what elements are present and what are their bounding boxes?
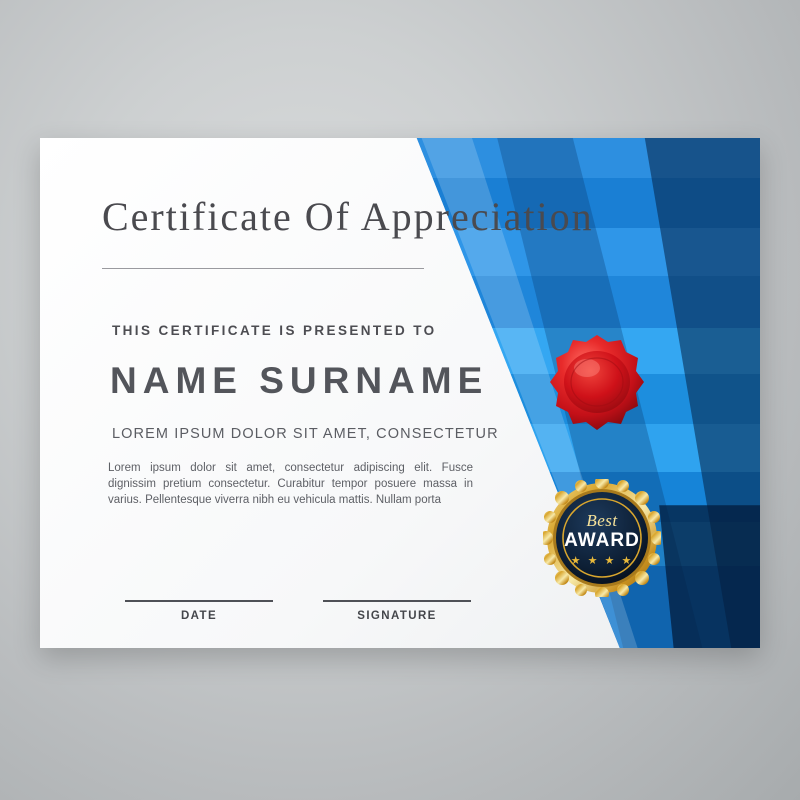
certificate-subtitle: LOREM IPSUM DOLOR SIT AMET, CONSECTETUR	[112, 426, 499, 442]
badge-stars: ★ ★ ★ ★	[570, 555, 634, 567]
wax-seal-icon	[545, 332, 649, 436]
date-label: DATE	[180, 610, 218, 622]
badge-best-text: Best	[586, 511, 618, 530]
best-award-badge-icon	[543, 479, 661, 597]
signature-label: SIGNATURE	[357, 610, 437, 622]
signature-line	[323, 600, 471, 602]
recipient-name: NAME SURNAME	[110, 360, 489, 401]
date-line	[125, 600, 273, 602]
presented-to-label: THIS CERTIFICATE IS PRESENTED TO	[112, 323, 437, 338]
certificate-card	[40, 138, 760, 648]
page-title: Certificate Of Appreciation	[102, 194, 594, 239]
badge-award-text: AWARD	[564, 530, 640, 551]
certificate-body-text: Lorem ipsum dolor sit amet, consectetur adipiscing elit. Fusce dignissim pretium consectetur. Curabitur tempor posuere massa in varius. Pellentesque viverra nibh eu vehicula mattis. Nullam porta	[108, 462, 473, 506]
title-divider	[102, 268, 424, 269]
